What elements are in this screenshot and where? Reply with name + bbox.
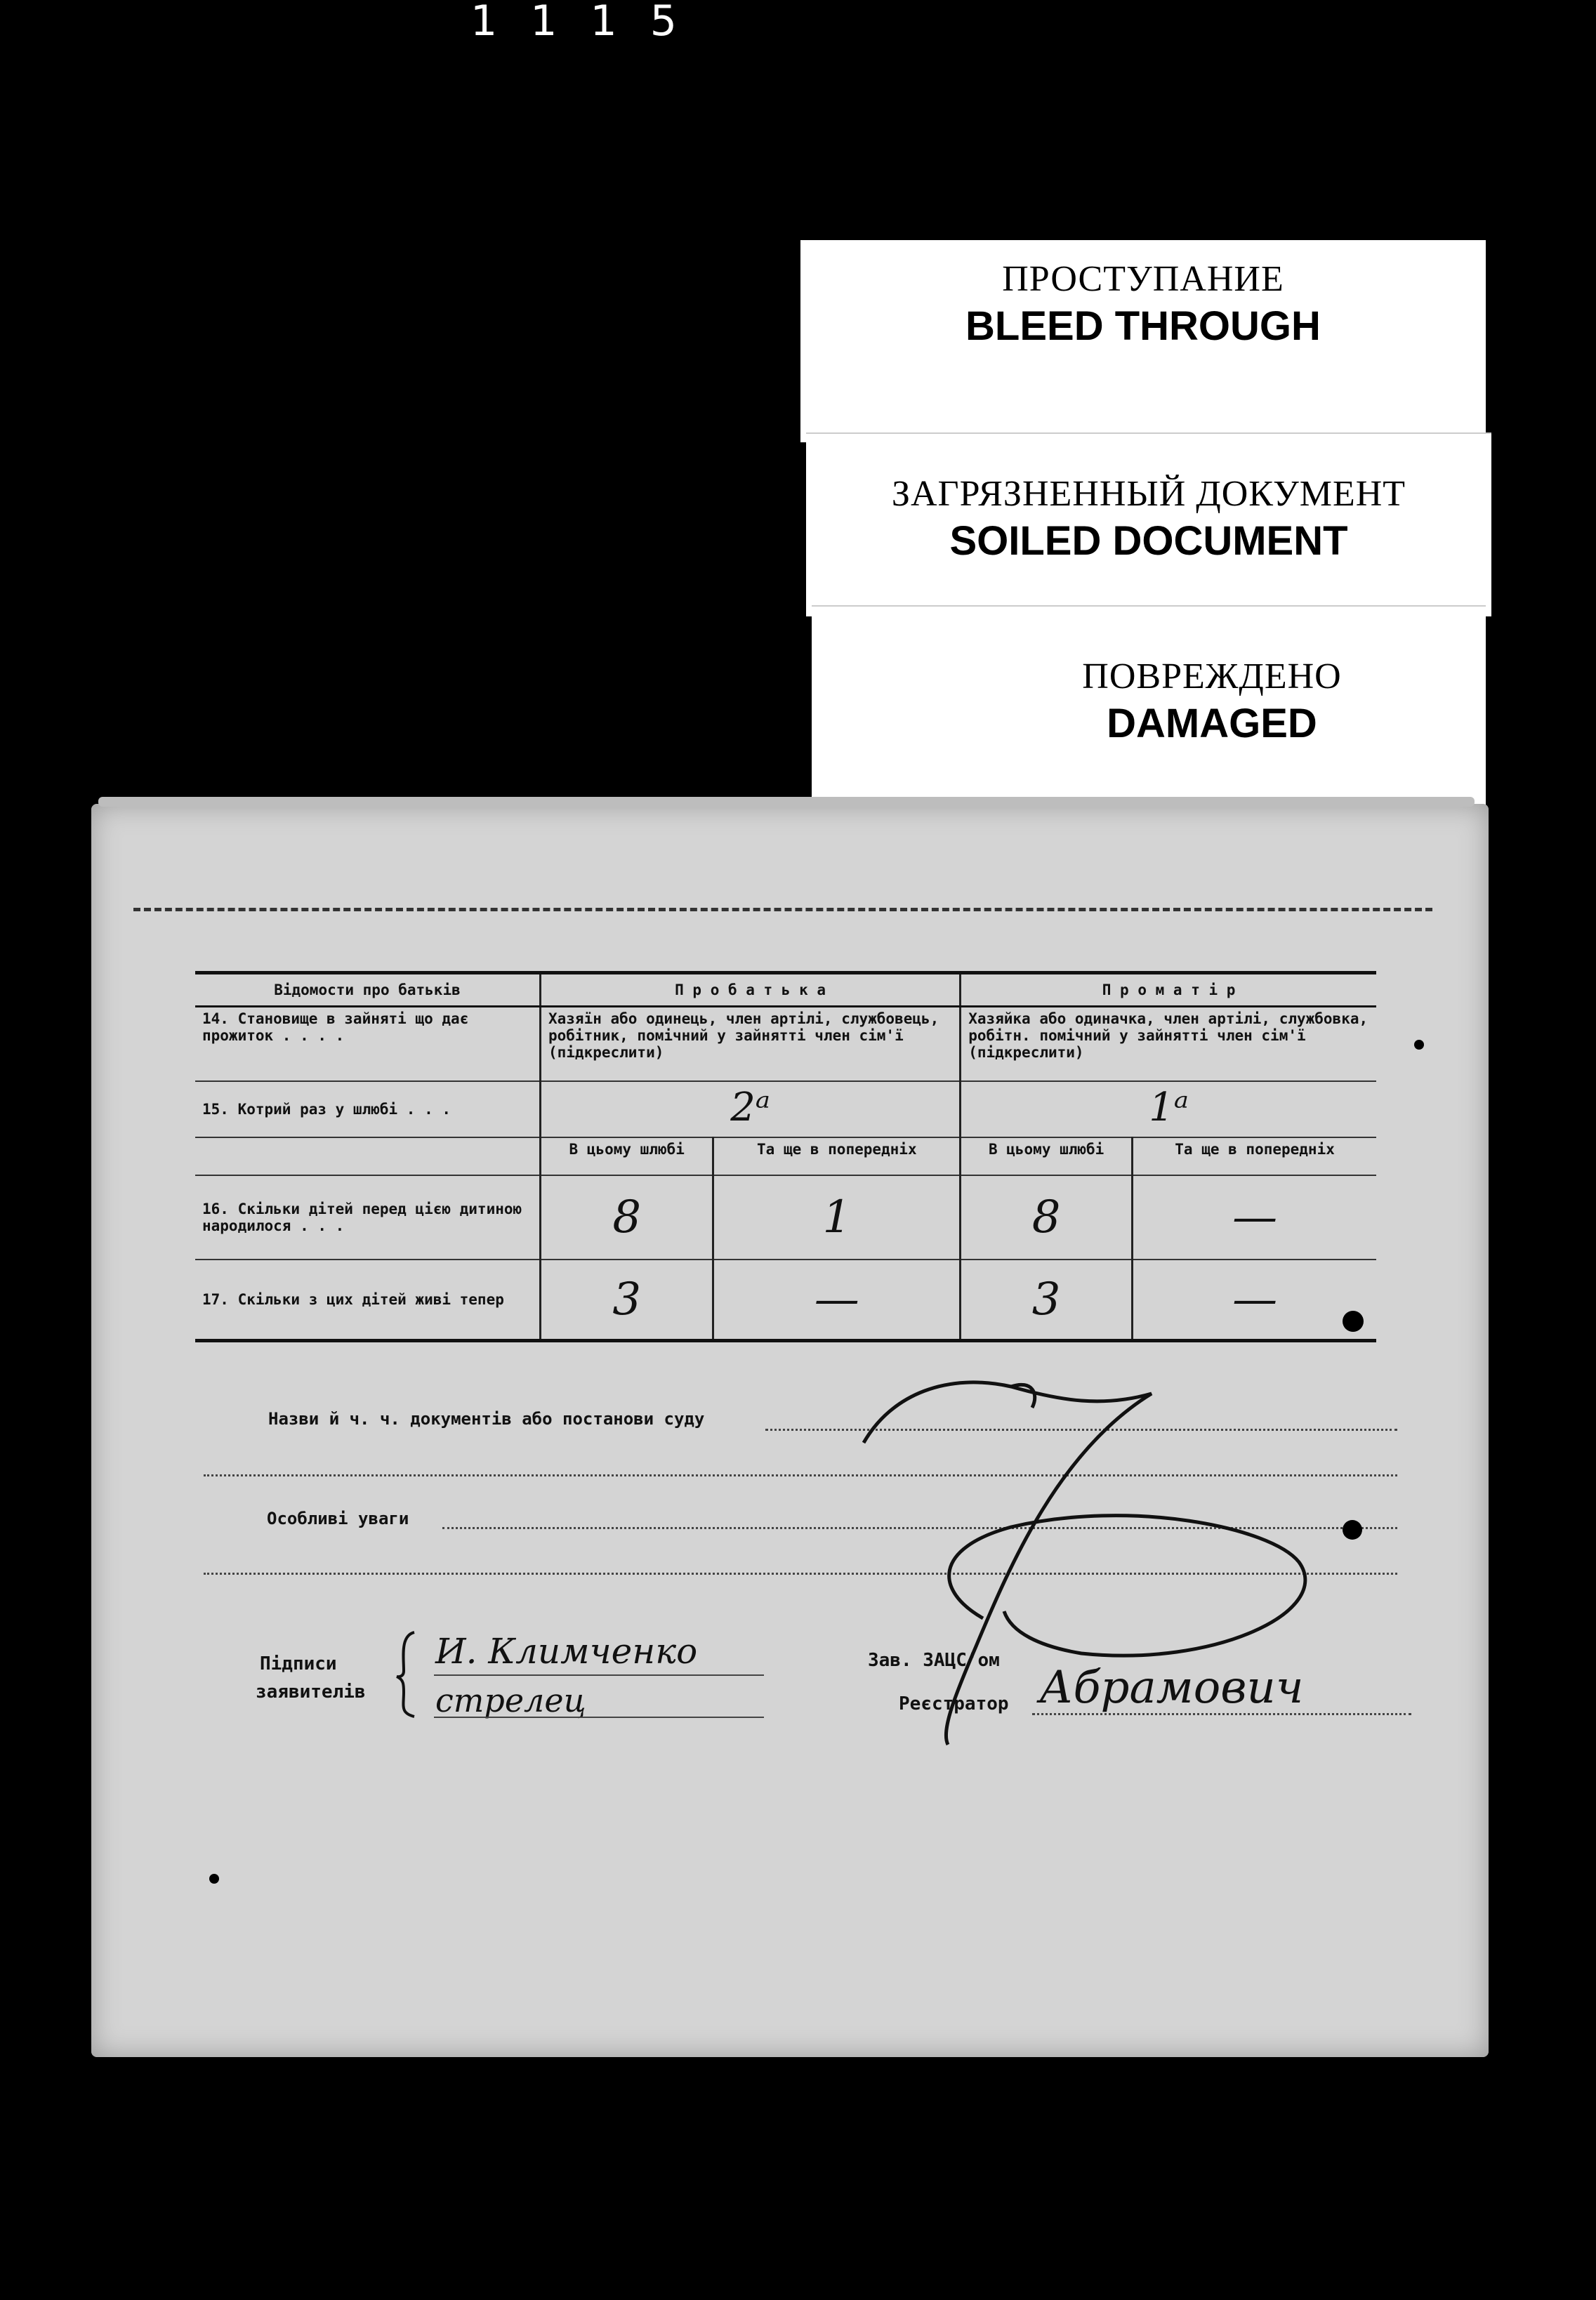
label-en: BLEED THROUGH — [965, 303, 1321, 349]
value-16-mother-this: 8 — [961, 1175, 1133, 1260]
page-stack-edge — [98, 797, 1475, 807]
value-17-mother-prev: — — [1133, 1260, 1376, 1341]
question-14: 14. Становище в зайняті що дає прожиток . . . . — [195, 1007, 541, 1082]
punch-hole — [1343, 1311, 1364, 1332]
subheader-blank — [195, 1137, 541, 1175]
question-15: 15. Котрий раз у шлюбі . . . — [195, 1081, 541, 1137]
label-ru: ПОВРЕЖДЕНО — [1082, 656, 1342, 696]
notes-label: Особливі уваги — [267, 1509, 409, 1528]
row-16-children-born — [195, 1175, 1376, 1260]
question-17: 17. Скільки з цих дітей живі тепер — [195, 1260, 541, 1341]
signer-signature-1: И. Климченко — [435, 1631, 698, 1672]
header-mother: П р о м а т і р — [961, 973, 1376, 1007]
signer-signature-2: стрелец — [435, 1681, 586, 1719]
value-16-father-this: 8 — [541, 1175, 713, 1260]
parents-info-table — [195, 971, 1376, 1342]
subheader-mother-this: В цьому шлюбі — [961, 1137, 1133, 1175]
perforation-line — [133, 908, 1432, 911]
punch-hole — [1343, 1520, 1362, 1540]
mother-occupation: Хазяйка або одиначка, член артілі, службовка, робітн. помічний у зайнятті член сім'ї (підкреслити) — [961, 1007, 1376, 1082]
registrar-label: Реєстратор — [899, 1693, 1009, 1714]
subheader-father-prev: Та ще в попередніх — [713, 1137, 961, 1175]
soiled-document-label — [806, 432, 1491, 616]
question-16: 16. Скільки дітей перед цією дитиною народилося . . . — [195, 1175, 541, 1260]
documents-label: Назви й ч. ч. документів або постанови суду — [268, 1409, 705, 1429]
children-subheader-row — [195, 1137, 1376, 1175]
registrar-line — [1032, 1713, 1411, 1715]
value-17-mother-this: 3 — [961, 1260, 1133, 1341]
row-17-children-alive — [195, 1260, 1376, 1341]
head-label: Зав. ЗАЦС'ом — [868, 1650, 1000, 1671]
value-17-father-this: 3 — [541, 1260, 713, 1341]
damaged-label — [812, 605, 1486, 810]
signer-line-2 — [434, 1717, 764, 1718]
signers-label-2: заявителів — [256, 1681, 366, 1703]
subheader-mother-prev: Та ще в попередніх — [1133, 1137, 1376, 1175]
value-16-father-prev: 1 — [713, 1175, 961, 1260]
father-marriage-number: 2ᵃ — [541, 1081, 961, 1137]
signers-label-1: Підписи — [260, 1653, 337, 1674]
row-14-occupation — [195, 1007, 1376, 1082]
mother-marriage-number: 1ᵃ — [961, 1081, 1376, 1137]
father-occupation: Хазяїн або одинець, член артілі, службовець, робітник, помічний у зайнятті член сім'ї (підкреслити) — [541, 1007, 961, 1082]
birth-record-form — [91, 804, 1489, 2057]
label-en: DAMAGED — [1107, 701, 1317, 746]
value-17-father-prev: — — [713, 1260, 961, 1341]
row-15-marriage-number — [195, 1081, 1376, 1137]
table-header-row — [195, 973, 1376, 1007]
ink-spot — [1414, 1040, 1424, 1050]
subheader-father-this: В цьому шлюбі — [541, 1137, 713, 1175]
value-16-mother-prev: — — [1133, 1175, 1376, 1260]
label-ru: ЗАГРЯЗНЕННЫЙ ДОКУМЕНТ — [891, 474, 1406, 514]
label-ru: ПРОСТУПАНИЕ — [1002, 259, 1284, 299]
header-parents-info: Відомости про батьків — [195, 973, 541, 1007]
signer-line-1 — [434, 1674, 764, 1676]
header-father: П р о б а т ь к а — [541, 973, 961, 1007]
ink-spot — [209, 1874, 219, 1884]
top-frame-mark: 1 1 1 5 — [470, 0, 687, 46]
bleed-through-label — [800, 240, 1486, 442]
signers-bracket — [393, 1629, 421, 1720]
registrar-signature: Абрамович — [1039, 1662, 1304, 1714]
label-en: SOILED DOCUMENT — [949, 518, 1348, 564]
